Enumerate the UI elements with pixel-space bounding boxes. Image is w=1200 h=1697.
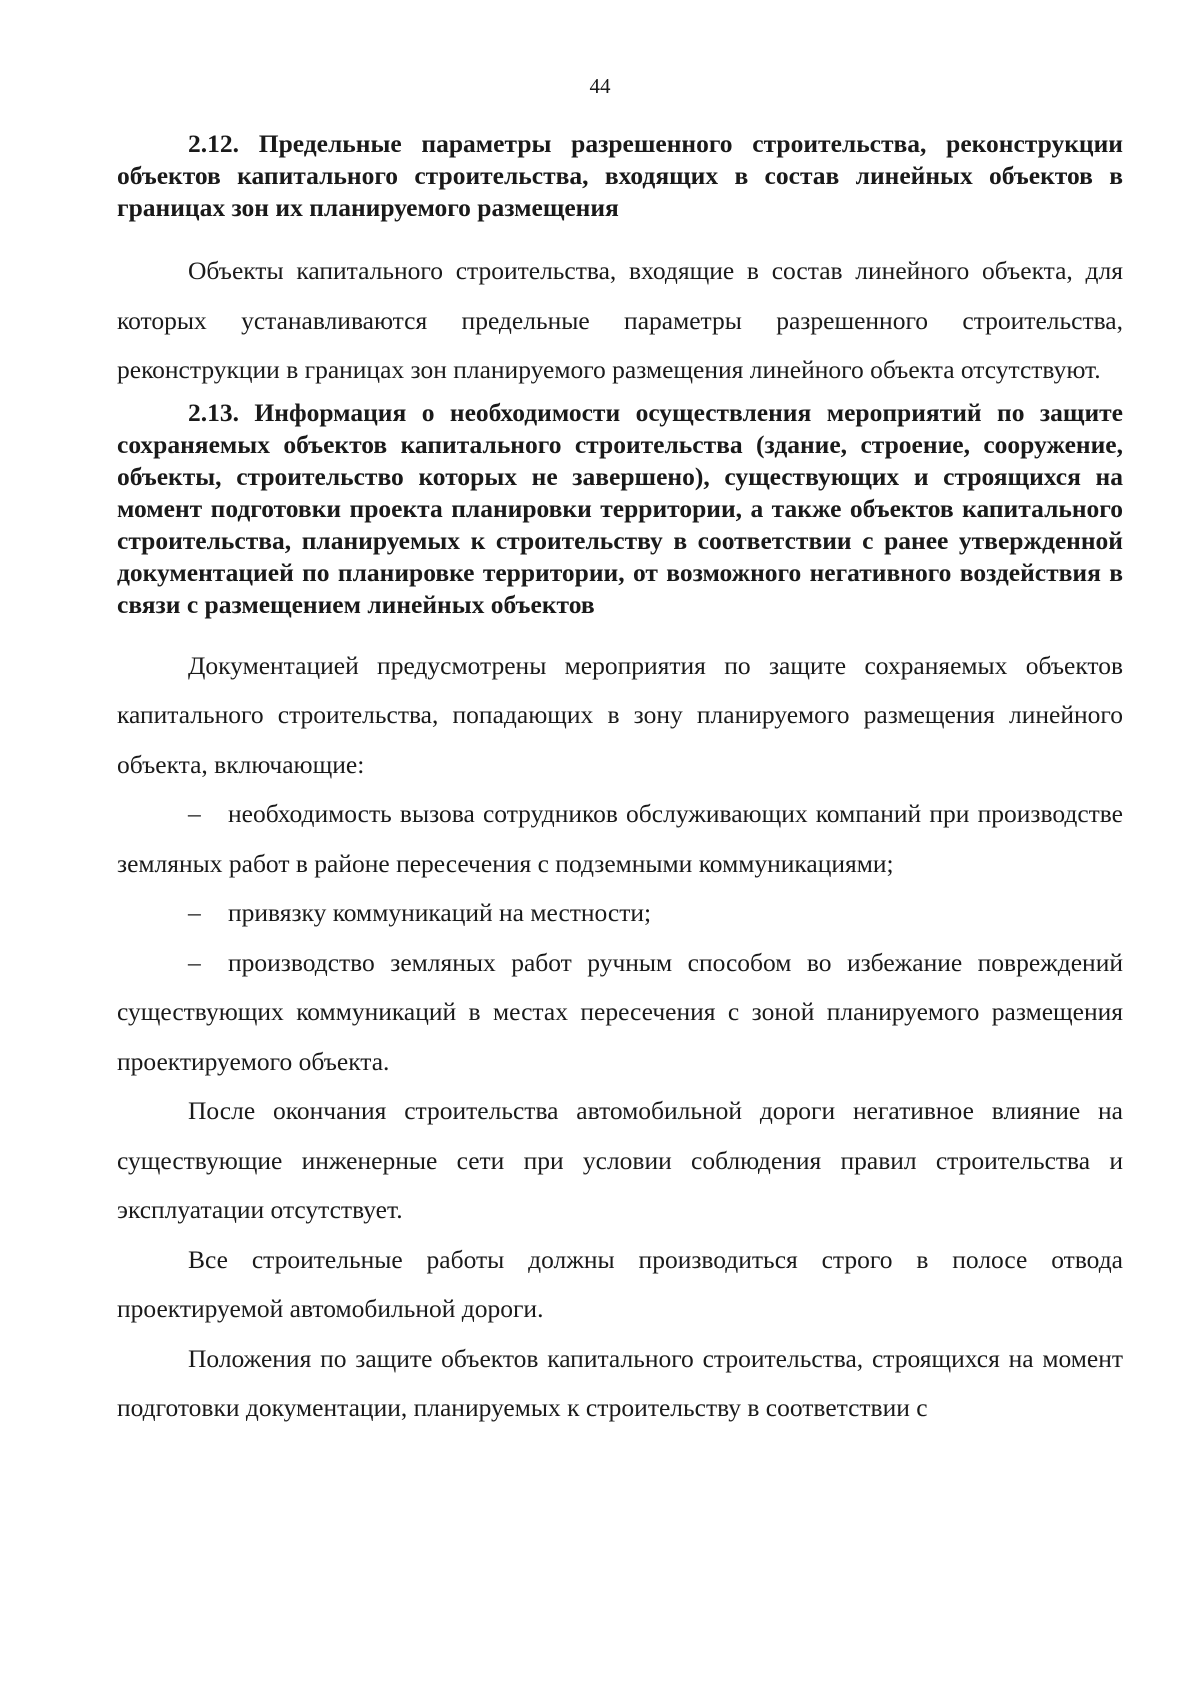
list-dash: –	[188, 799, 201, 828]
list-item	[117, 789, 1123, 888]
list-item	[117, 938, 1123, 1087]
page-content	[117, 128, 1123, 1433]
list-dash: –	[188, 947, 201, 977]
paragraph: Положения по защите объектов капитального строительства, строящихся на момент подготовки документации, планируемых к строительству в соответствии с	[117, 1343, 1123, 1422]
list-item-text: необходимость вызова сотрудников обслуживающих компаний при производстве земляных работ в районе пересечения с подземными коммуникациями;	[117, 799, 1123, 878]
paragraph: Объекты капитального строительства, входящие в состав линейного объекта, для которых устанавливаются предельные параметры разрешенного строительства, реконструкции в границах зон планируемого размещения линейного объекта отсутствуют.	[117, 256, 1123, 384]
list-item-text: привязку коммуникаций на местности;	[228, 898, 652, 927]
section-heading-2-13: 2.13. Информация о необходимости осуществления мероприятий по защите сохраняемых объектов капитального строительства (здание, строение, сооружение, объекты, строительство которых не завершено), существующих и строящихся на момент подготовки проекта планировки территории, а также объектов капитального строительства, планируемых к строительству в соответствии с ранее утвержденной документацией по планировке территории, от возможного негативного воздействия в связи с размещением линейных объектов	[117, 397, 1123, 619]
list-item	[117, 888, 1123, 938]
paragraph-intro: Документацией предусмотрены мероприятия по защите сохраняемых объектов капитального строительства, попадающих в зону планируемого размещения линейного объекта, включающие:	[117, 650, 1123, 779]
page-number: 44	[589, 74, 611, 98]
section-heading-2-12: 2.12. Предельные параметры разрешенного строительства, реконструкции объектов капитального строительства, входящих в состав линейных объектов в границах зон их планируемого размещения	[117, 129, 1123, 222]
paragraph: После окончания строительства автомобильной дороги негативное влияние на существующие инженерные сети при условии соблюдения правил строительства и эксплуатации отсутствует.	[117, 1096, 1123, 1224]
list-item-text: производство земляных работ ручным способом во избежание повреждений существующих коммуникаций в местах пересечения с зоной планируемого размещения проектируемого объекта.	[117, 947, 1123, 1076]
list-dash: –	[188, 898, 201, 927]
paragraph: Все строительные работы должны производиться строго в полосе отвода проектируемой автомобильной дороги.	[117, 1244, 1123, 1323]
